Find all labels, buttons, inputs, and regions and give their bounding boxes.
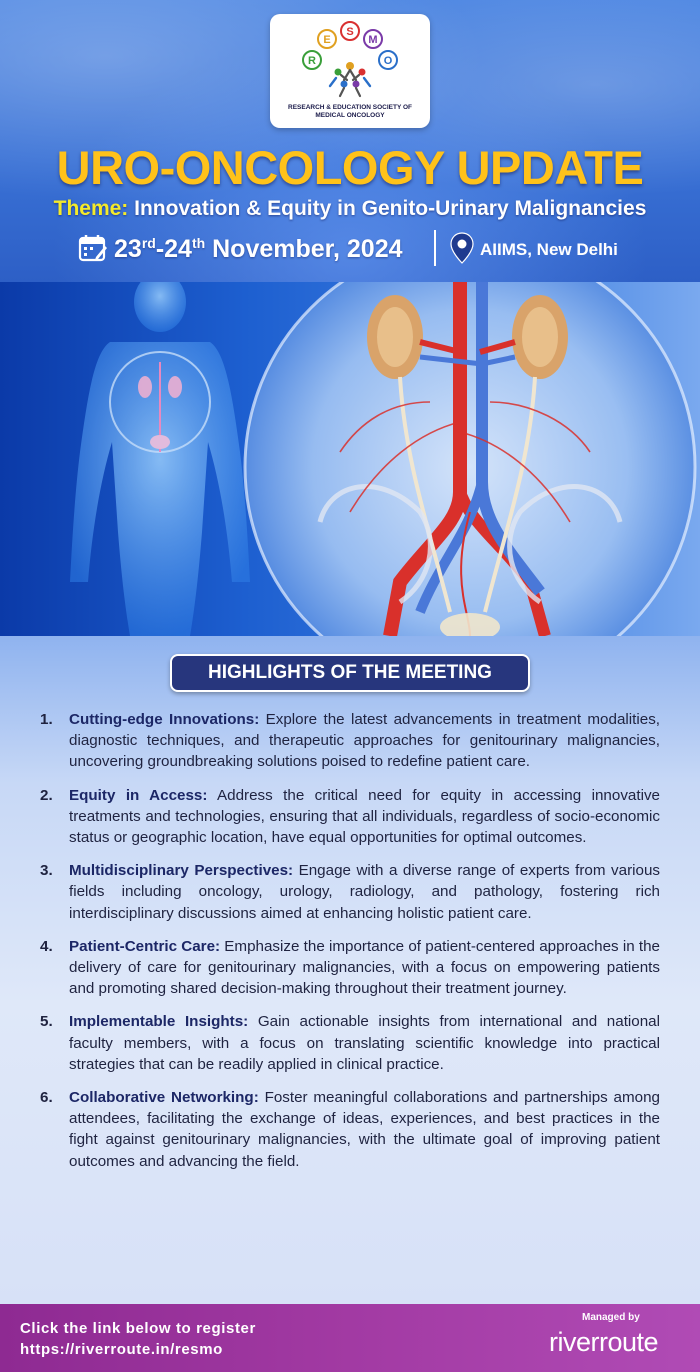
footer-bar	[0, 1304, 700, 1372]
highlight-text: Explore the latest advancements in treatment modalities, diagnostic techniques, and therapeutic approaches for genitourinary malignancies, uncovering groundbreaking solutions poised to redefine patient care.	[69, 711, 661, 771]
highlight-item	[40, 860, 660, 924]
highlight-number: 6.	[40, 1089, 53, 1107]
event-dates	[114, 235, 403, 264]
highlight-text: Emphasize the importance of patient-centered approaches in the delivery of care for genitourinary malignancies, with a focus on empowering patients and promoting shared decision-making throughout their treatment journey.	[69, 937, 660, 998]
highlight-item	[40, 1087, 660, 1172]
highlight-number: 4.	[40, 937, 53, 955]
register-link[interactable]: https://riverroute.in/resmo	[20, 1341, 223, 1358]
highlight-text: Foster meaningful collaborations and partnerships among attendees, facilitating the exchange of ideas, experiences, and best practices in the fight against genitourinary malignancies, with the ultimate goal of improving patient outcomes and advancing the field.	[69, 1089, 660, 1170]
highlight-text: Address the critical need for equity in accessing innovative treatments and technologies, ensuring that all individuals, regardless of socio-economic status or geographic location, have equal opportunities for optimal outcomes.	[69, 786, 660, 847]
highlight-heading: Multidisciplinary Perspectives:	[69, 862, 294, 880]
logo-letter-m: M	[368, 34, 378, 46]
logo-society-name: RESEARCH & EDUCATION SOCIETY OF MEDICAL ONCOLOGY	[288, 104, 412, 119]
page-title: URO-ONCOLOGY UPDATE	[56, 141, 644, 194]
highlight-item	[40, 1011, 660, 1075]
logo-letter-e: E	[323, 34, 331, 46]
date-month-year: November, 2024	[205, 235, 403, 263]
theme-text: Innovation & Equity in Genito-Urinary Malignancies	[128, 197, 647, 220]
highlight-item	[40, 709, 660, 773]
anatomy-illustration	[0, 282, 700, 636]
theme-line	[0, 197, 700, 221]
riverroute-logo: riverroute	[549, 1327, 659, 1357]
resmo-logo	[270, 14, 430, 128]
register-prompt: Click the link below to register	[20, 1320, 256, 1337]
location-pin-icon	[450, 232, 474, 264]
logo-letter-s: S	[346, 26, 354, 38]
event-venue: AIIMS, New Delhi	[480, 240, 618, 259]
highlight-number: 1.	[40, 711, 53, 728]
date-end-suffix: th	[191, 235, 206, 251]
date-venue-row	[78, 228, 638, 268]
highlight-text: Gain actionable insights from international and national faculty members, with a focus on translating scientific knowledge into practical strategies that can be readily applied in clinical practice.	[69, 1013, 660, 1073]
highlight-heading: Collaborative Networking:	[69, 1089, 259, 1107]
resmo-logo-icon	[300, 20, 400, 104]
anatomy-illustration-graphic	[0, 282, 700, 636]
highlight-heading: Implementable Insights:	[69, 1013, 249, 1031]
header-divider	[434, 230, 436, 266]
highlights-list	[40, 709, 660, 1184]
highlight-text: Engage with a diverse range of experts from various fields including oncology, urology, radiology, and pathology, fostering rich interdisciplinary discussions aimed at enhancing holistic patient care.	[69, 862, 660, 922]
highlight-item	[40, 785, 660, 849]
highlight-heading: Equity in Access:	[69, 786, 208, 804]
managed-by-label: Managed by	[582, 1312, 640, 1323]
calendar-icon	[78, 233, 108, 263]
highlights-section	[0, 636, 700, 1304]
highlight-heading: Cutting-edge Innovations:	[69, 711, 260, 728]
date-start-suffix: rd	[141, 235, 156, 251]
date-end-day: -24	[155, 235, 192, 263]
date-start-day: 23	[114, 235, 142, 263]
highlight-number: 3.	[40, 862, 53, 880]
highlight-heading: Patient-Centric Care:	[69, 937, 221, 955]
logo-letter-r: R	[308, 55, 316, 67]
highlight-number: 5.	[40, 1013, 53, 1031]
highlight-item	[40, 936, 660, 1000]
theme-label: Theme:	[53, 197, 129, 220]
logo-letter-o: O	[383, 55, 393, 67]
header-banner	[0, 0, 700, 282]
highlights-title: HIGHLIGHTS OF THE MEETING	[170, 654, 530, 692]
highlight-number: 2.	[40, 786, 53, 804]
